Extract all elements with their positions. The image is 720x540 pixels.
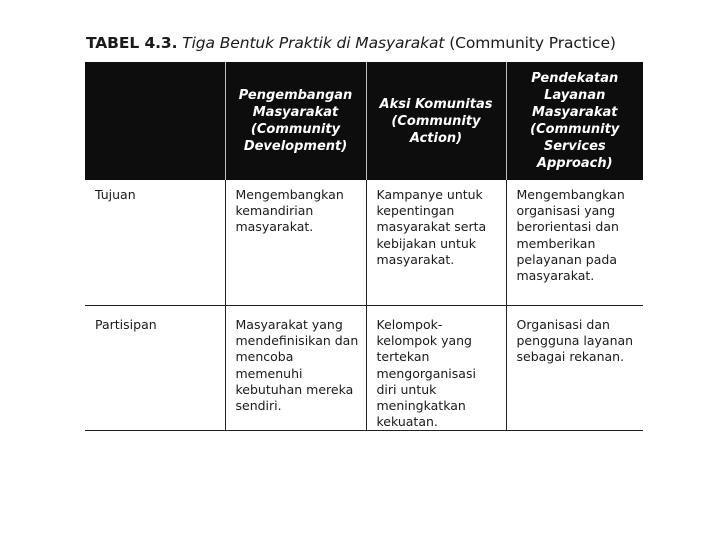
header-blank-cell [85,62,225,180]
table-caption [86,33,616,53]
table-row-partisipan [85,306,643,431]
cell-tujuan-services: Mengembangkan organisasi yang berorientasi dan memberikan pelayanan pada masyarakat. [506,180,643,306]
table-header-row [85,62,643,180]
table-title: Tiga Bentuk Praktik di Masyarakat [182,34,445,52]
cell-tujuan-action: Kampanye untuk kepentingan masyarakat serta kebijakan untuk masyarakat. [366,180,506,306]
header-community-services-approach: Pendekatan Layanan Masyarakat (Community Services Approach) [506,62,643,180]
cell-partisipan-services: Organisasi dan pengguna layanan sebagai rekanan. [516,317,634,365]
row-label-tujuan: Tujuan [85,180,225,306]
header-community-action: Aksi Komunitas (Community Action) [366,62,506,180]
cell-partisipan-development: Masyarakat yang mendefinisikan dan mencoba memenuhi kebutuhan mereka sendiri. [225,306,366,431]
header-community-development: Pengembangan Masyarakat (Community Development) [225,62,366,180]
community-practice-table [85,62,643,431]
cell-partisipan-action: Kelompok-kelompok yang tertekan mengorganisasi diri untuk meningkatkan kekuatan. [366,306,506,431]
table-number: TABEL 4.3. [86,34,178,52]
row-label-partisipan: Partisipan [85,306,225,431]
table-row-tujuan [85,180,643,306]
cell-tujuan-development: Mengembangkan kemandirian masyarakat. [225,180,366,306]
table-title-english: (Community Practice) [449,34,616,52]
